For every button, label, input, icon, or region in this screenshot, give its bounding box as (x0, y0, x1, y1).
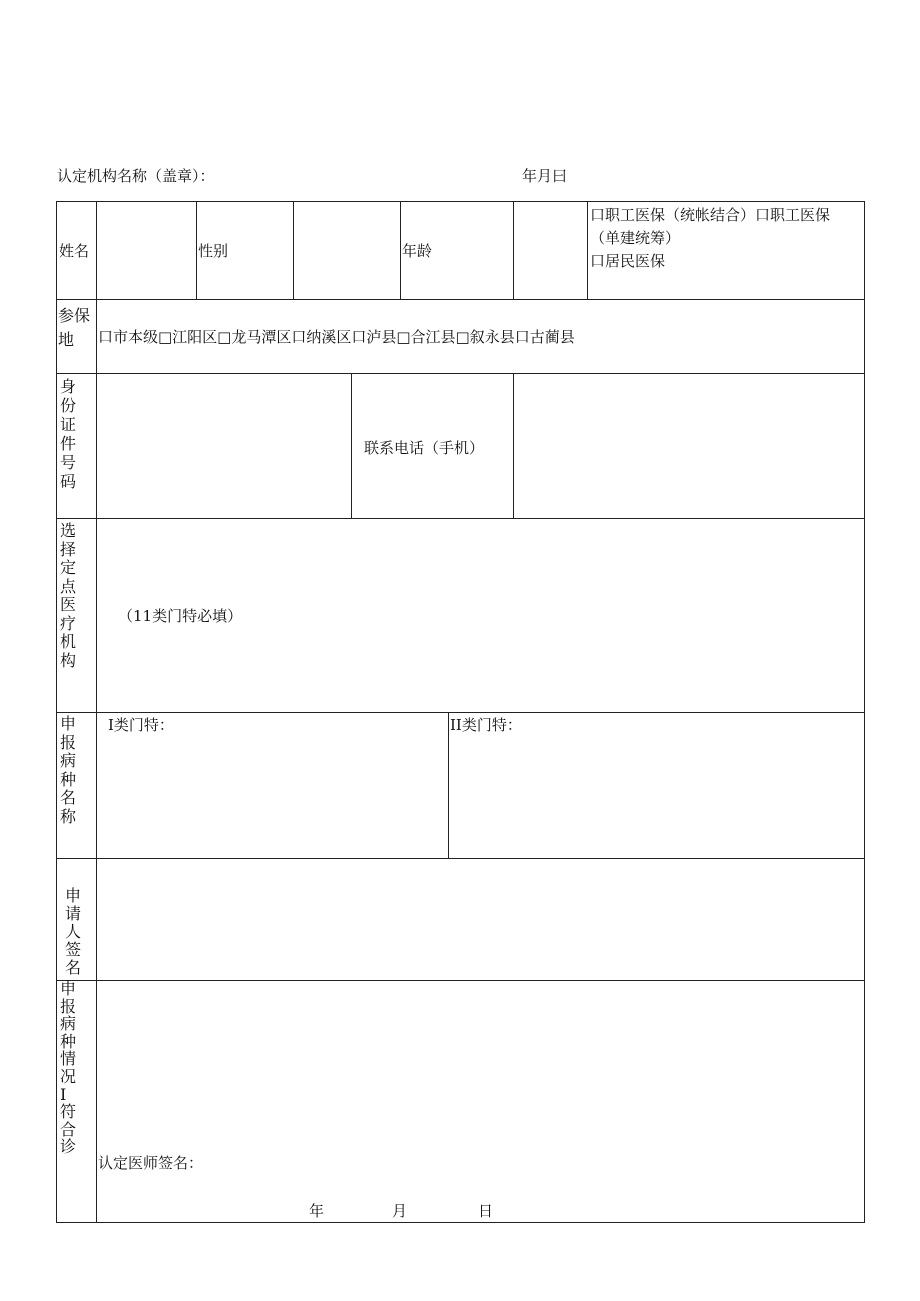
name-label: 姓名 (59, 242, 90, 260)
applicant-signature-field[interactable] (98, 860, 863, 979)
doctor-signature-label: 认定医师签名： (98, 1154, 204, 1172)
cell-divider (351, 373, 352, 518)
id-number-field[interactable] (98, 375, 350, 517)
insurance-type-options[interactable] (590, 204, 864, 273)
date-label: 年月曰 (522, 167, 568, 185)
label-column-divider (96, 201, 97, 1223)
cell-divider (448, 712, 449, 858)
sign-day-label: 日 (478, 1202, 494, 1220)
row-divider (56, 712, 865, 713)
gender-field[interactable] (295, 203, 399, 298)
disease-condition-label: 申报病种情况I符合诊 (60, 979, 77, 1157)
class1-disease-field[interactable] (98, 737, 447, 857)
cell-divider (400, 201, 401, 299)
age-field[interactable] (515, 203, 586, 298)
name-field[interactable] (98, 203, 195, 298)
insurance-option-resident[interactable]: 口居民医保 (590, 252, 666, 270)
age-label: 年龄 (402, 242, 433, 260)
insurance-option-employee[interactable]: 口职工医保（统帐结合）口职工医保 (590, 206, 831, 224)
designated-hospital-label: 选择定点医疗机构 (60, 521, 77, 670)
cell-divider (587, 201, 588, 299)
gender-label: 性别 (198, 242, 229, 260)
cell-divider (513, 373, 514, 518)
class1-disease-label: I类门特： (108, 716, 174, 734)
disease-condition-field[interactable] (98, 982, 863, 1152)
applicant-signature-label: 申请人签名 (65, 886, 82, 977)
table-border-bottom (56, 1222, 865, 1223)
sign-year-label: 年 (309, 1202, 325, 1220)
class2-disease-field[interactable] (450, 737, 863, 857)
cell-divider (196, 201, 197, 299)
row-divider (56, 858, 865, 859)
cell-divider (293, 201, 294, 299)
application-form-table (56, 201, 865, 1223)
class2-disease-label: II类门特： (450, 716, 522, 734)
sign-month-label: 月 (392, 1202, 408, 1220)
table-border-top (56, 201, 865, 202)
insured-location-label: 参保地 (58, 306, 91, 349)
row-divider (56, 299, 865, 300)
row-divider (56, 980, 865, 981)
org-name-label: 认定机构名称（盖章）： (57, 167, 215, 185)
disease-name-label: 申报病种名称 (60, 714, 77, 826)
insured-location-options[interactable]: 口市本级□江阳区□龙马潭区口纳溪区口泸县□合江县□叙永县口古蔺县 (98, 328, 575, 346)
id-number-label: 身份证件号码 (60, 377, 77, 491)
insurance-option-employee-cont[interactable]: （单建统筹） (590, 229, 681, 247)
phone-field[interactable] (515, 375, 863, 517)
phone-label: 联系电话（手机） (364, 439, 485, 457)
designated-hospital-note: （11类门特必填） (118, 607, 243, 625)
cell-divider (513, 201, 514, 299)
designated-hospital-field[interactable] (98, 520, 863, 711)
row-divider (56, 518, 865, 519)
row-divider (56, 373, 865, 374)
